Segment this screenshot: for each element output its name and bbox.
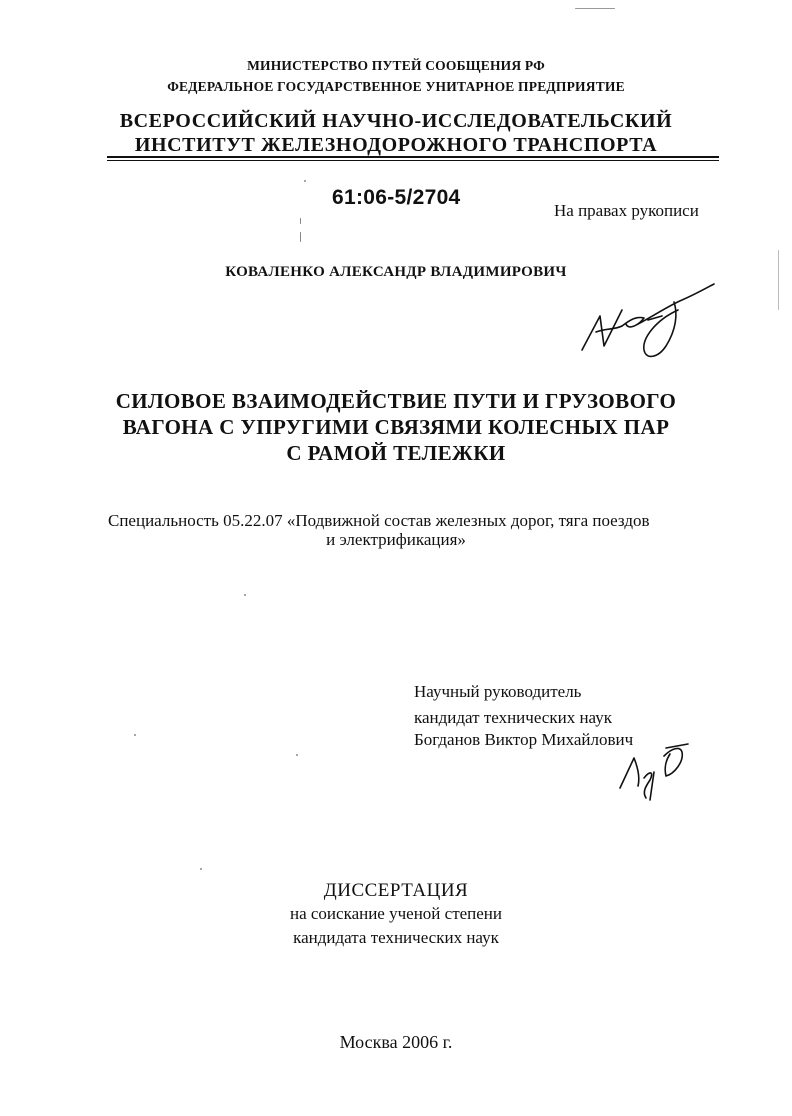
title-line-1: СИЛОВОЕ ВЗАИМОДЕЙСТВИЕ ПУТИ И ГРУЗОВОГО [115,389,677,413]
ministry-line: МИНИСТЕРСТВО ПУТЕЙ СООБЩЕНИЯ РФ [247,58,545,73]
scan-speck [296,754,298,756]
advisor-signature-icon [614,742,694,804]
dissertation-degree: кандидата технических наук [293,928,499,947]
author-name: КОВАЛЕНКО АЛЕКСАНДР ВЛАДИМИРОВИЧ [225,264,567,280]
catalog-code-stamp: 61:06-5/2704 [332,186,461,209]
scan-speck [778,250,779,310]
advisor-name: Богданов Виктор Михайлович [414,730,634,749]
scan-speck [575,8,615,9]
city-year: Москва 2006 г. [339,1032,453,1052]
scan-speck [304,180,306,182]
advisor-degree: кандидат технических наук [414,708,612,727]
institute-line-2: ИНСТИТУТ ЖЕЛЕЗНОДОРОЖНОГО ТРАНСПОРТА [134,134,658,156]
scan-speck [300,232,301,242]
scan-speck [300,218,301,224]
dissertation-purpose: на соискание ученой степени [289,904,503,923]
scan-speck [134,734,136,736]
header-rule-thin [107,160,719,161]
scan-speck [200,868,202,870]
author-signature-icon [578,280,718,365]
specialty-line-2: и электрификация» [326,530,466,549]
enterprise-line: ФЕДЕРАЛЬНОЕ ГОСУДАРСТВЕННОЕ УНИТАРНОЕ ПРЕДПРИЯТИЕ [167,79,625,94]
title-line-2: ВАГОНА С УПРУГИМИ СВЯЗЯМИ КОЛЕСНЫХ ПАР [122,415,670,439]
rights-note: На правах рукописи [554,201,699,220]
institute-line-1: ВСЕРОССИЙСКИЙ НАУЧНО-ИССЛЕДОВАТЕЛЬСКИЙ [119,110,673,132]
header-rule-thick [107,156,719,158]
scan-speck [244,594,246,596]
specialty-line-1: Специальность 05.22.07 «Подвижной состав железных дорог, тяга поездов [108,511,650,530]
advisor-role: Научный руководитель [414,682,582,701]
dissertation-heading: ДИССЕРТАЦИЯ [323,880,469,901]
title-line-3: С РАМОЙ ТЕЛЕЖКИ [286,441,506,465]
